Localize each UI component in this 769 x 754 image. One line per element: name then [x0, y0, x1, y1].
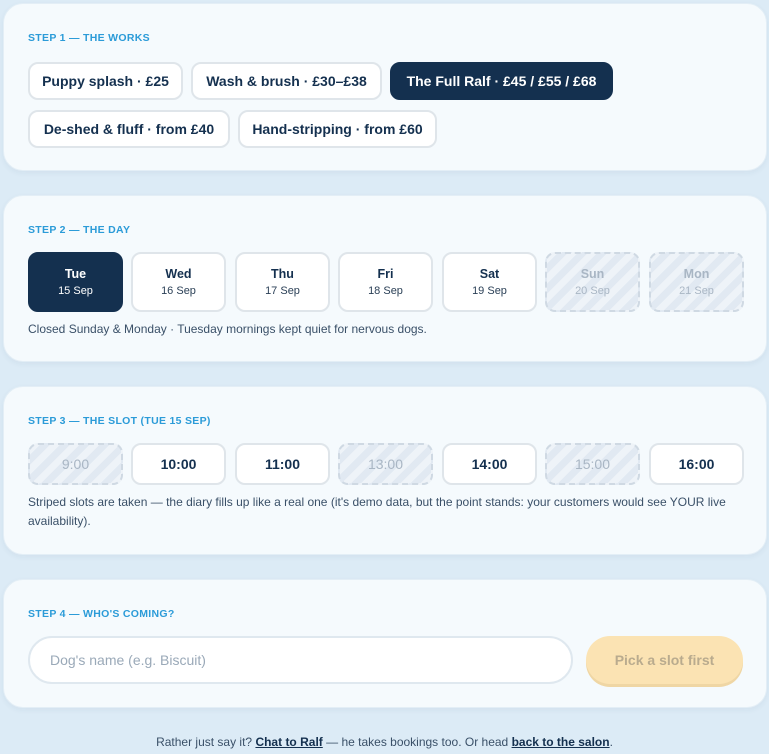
service-puppy-splash[interactable]: Puppy splash · £25: [28, 62, 183, 100]
day-sun-closed: [545, 252, 640, 312]
back-to-salon-link[interactable]: back to the salon: [511, 735, 610, 749]
day-mon-closed: [649, 252, 744, 312]
slot-1600[interactable]: 16:00: [649, 443, 744, 485]
step2-title: STEP 2 — THE DAY: [28, 224, 131, 236]
day-name: Sun: [580, 267, 605, 281]
step1-card: [3, 3, 767, 171]
slot-1500-taken: 15:00: [545, 443, 640, 485]
step4-card: [3, 579, 767, 708]
day-tue[interactable]: [28, 252, 123, 312]
day-date: 21 Sep: [679, 285, 714, 297]
slot-1300-taken: 13:00: [338, 443, 433, 485]
day-date: 15 Sep: [58, 285, 93, 297]
step3-card: [3, 386, 767, 555]
step3-title: STEP 3 — THE SLOT (TUE 15 SEP): [28, 415, 211, 427]
footer-text-middle: — he takes bookings too. Or head: [322, 735, 512, 749]
day-name: Mon: [683, 267, 710, 281]
slot-1000[interactable]: 10:00: [131, 443, 226, 485]
day-thu[interactable]: [235, 252, 330, 312]
slot-0900-taken: 9:00: [28, 443, 123, 485]
day-date: 18 Sep: [368, 285, 403, 297]
day-date: 16 Sep: [161, 285, 196, 297]
slot-note: Striped slots are taken — the diary fills up like a real one (it's demo data, but the point stands: your customers would see YOUR live availability).: [28, 495, 726, 528]
footer-text-before: Rather just say it?: [156, 735, 256, 749]
service-full-ralf[interactable]: The Full Ralf · £45 / £55 / £68: [390, 62, 613, 100]
step2-card: [3, 195, 767, 362]
day-name: Wed: [165, 267, 192, 281]
dog-name-input[interactable]: [28, 636, 573, 684]
pick-slot-button[interactable]: Pick a slot first: [586, 636, 743, 684]
day-wed[interactable]: [131, 252, 226, 312]
chat-to-ralf-link[interactable]: Chat to Ralf: [255, 735, 323, 749]
day-name: Thu: [271, 267, 294, 281]
day-name: Sat: [479, 267, 500, 281]
step4-title: STEP 4 — WHO'S COMING?: [28, 608, 175, 620]
service-wash-brush[interactable]: Wash & brush · £30–£38: [191, 62, 382, 100]
slot-1100[interactable]: 11:00: [235, 443, 330, 485]
footer-text-after: .: [609, 735, 613, 749]
service-de-shed-fluff[interactable]: De-shed & fluff · from £40: [28, 110, 230, 148]
day-date: 20 Sep: [575, 285, 610, 297]
service-hand-stripping[interactable]: Hand-stripping · from £60: [238, 110, 437, 148]
footer: [0, 735, 769, 749]
day-date: 17 Sep: [265, 285, 300, 297]
day-date: 19 Sep: [472, 285, 507, 297]
day-name: Fri: [377, 267, 394, 281]
day-sat[interactable]: [442, 252, 537, 312]
day-fri[interactable]: [338, 252, 433, 312]
slot-1400[interactable]: 14:00: [442, 443, 537, 485]
day-name: Tue: [64, 267, 87, 281]
step1-title: STEP 1 — THE WORKS: [28, 32, 150, 44]
day-note: Closed Sunday & Monday · Tuesday mornings kept quiet for nervous dogs.: [28, 322, 427, 336]
